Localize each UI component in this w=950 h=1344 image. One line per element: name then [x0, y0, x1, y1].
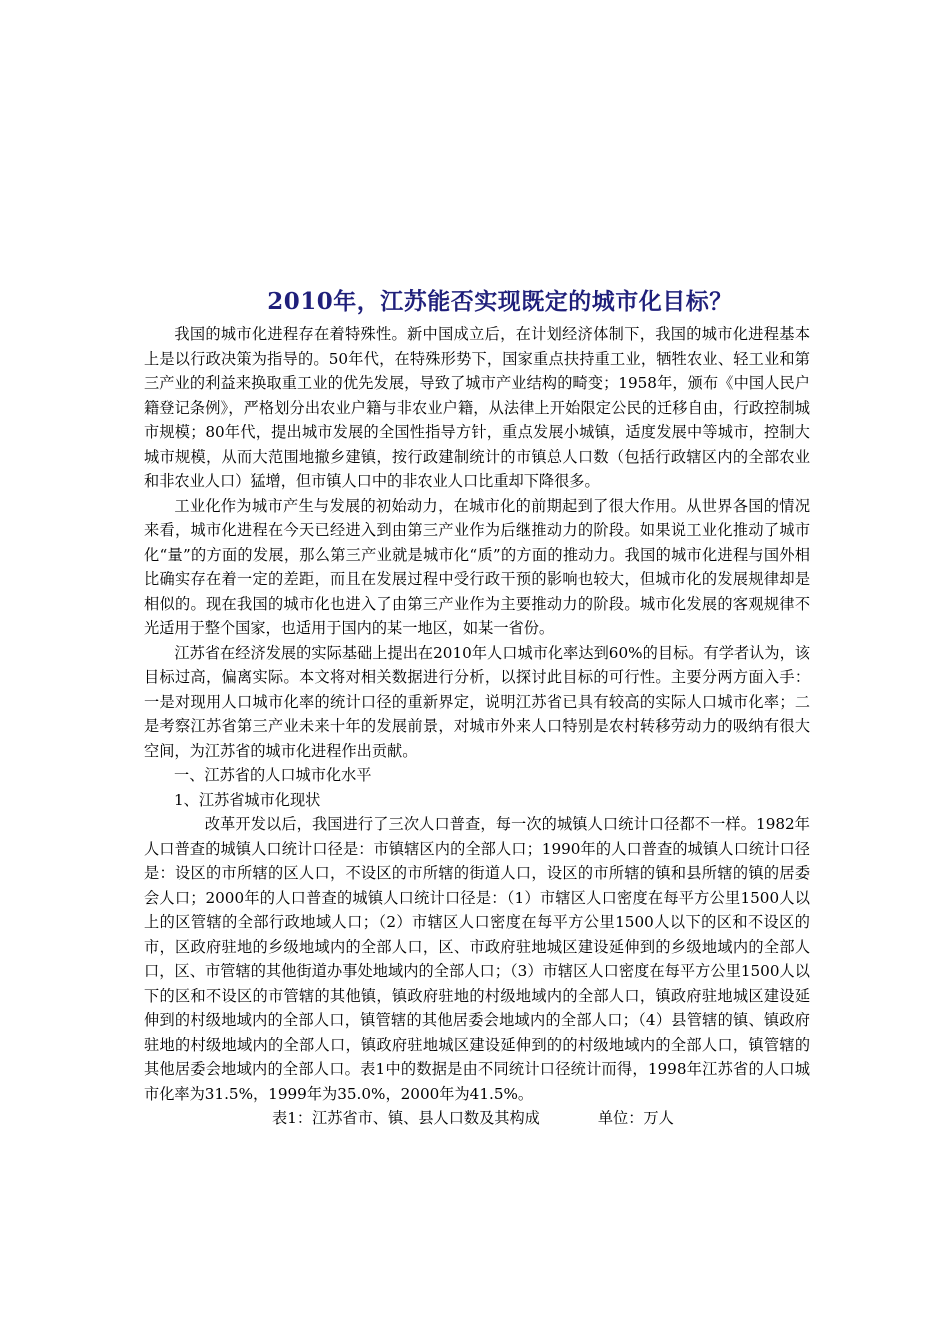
table-caption: 表1：江苏省市、镇、县人口数及其构成	[272, 1109, 540, 1127]
subsection-heading: 1、江苏省城市化现状	[174, 790, 321, 809]
paragraph-3: 江苏省在经济发展的实际基础上提出在2010年人口城市化率达到60%的目标。有学者认为，该目标过高，偏离实际。本文将对相关数据进行分析，以探讨此目标的可行性。主要分两方面入手：一是对现用人口城市化率的统计口径的重新界定，说明江苏省已具有较高的实际人口城市化率；二是考察江苏省第三产业未来十年的发展前景，对城市外来人口特别是农村转移劳动力的吸纳有很大空间，为江苏省的城市化进程作出贡献。	[144, 643, 810, 760]
subsection-paragraph: 改革开发以后，我国进行了三次人口普查，每一次的城镇人口统计口径都不一样。1982年人口普查的城镇人口统计口径是：市镇辖区内的全部人口；1990年的人口普查的城镇人口统计口径是：设区的市所辖的区人口，不设区的市所辖的街道人口，设区的市所辖的镇和县所辖的镇的居委会人口；2000年的人口普查的城镇人口统计口径是：（1）市辖区人口密度在每平方公里1500人以上的区管辖的全部行政地域人口；（2）市辖区人口密度在每平方公里1500人以下的区和不设区的市，区政府驻地的乡级地域内的全部人口，区、市政府驻地城区建设延伸到的乡级地域内的全部人口，区、市管辖的其他街道办事处地域内的全部人口；（3）市辖区人口密度在每平方公里1500人以下的区和不设区的市管辖的其他镇，镇政府驻地的村级地域内的全部人口，镇政府驻地城区建设延伸到的村级地域内的全部人口，镇管辖的其他居委会地域内的全部人口；（4）县管辖的镇、镇政府驻地的村级地域内的全部人口，镇政府驻地城区建设延伸到的的村级地域内的全部人口，镇管辖的其他居委会地域内的全部人口。表1中的数据是由不同统计口径统计而得，1998年江苏省的人口城市化率为31.5%，1999年为35.0%，2000年为41.5%。	[144, 815, 810, 1103]
table-unit: 单位：万人	[597, 1109, 674, 1127]
paragraph-2: 工业化作为城市产生与发展的初始动力，在城市化的前期起到了很大作用。从世界各国的情况来看，城市化进程在今天已经进入到由第三产业作为后继推动力的阶段。如果说工业化推动了城市化“量”的方面的发展，那么第三产业就是城市化“质”的方面的推动力。我国的城市化进程与国外相比确实存在着一定的差距，而且在发展过程中受行政干预的影响也较大，但城市化的发展规律却是相似的。现在我国的城市化也进入了由第三产业作为主要推动力的阶段。城市化发展的客观规律不光适用于整个国家，也适用于国内的某一地区，如某一省份。	[144, 496, 810, 637]
section-heading: 一、江苏省的人口城市化水平	[174, 766, 372, 784]
document-title: 2010年，江苏能否实现既定的城市化目标？	[267, 288, 733, 315]
table-caption-line	[144, 1106, 810, 1131]
paragraph-1: 我国的城市化进程存在着特殊性。新中国成立后，在计划经济体制下，我国的城市化进程基本上是以行政决策为指导的。50年代，在特殊形势下，国家重点扶持重工业，牺牲农业、轻工业和第三产业的利益来换取重工业的优先发展，导致了城市产业结构的畸变；1958年，颁布《中国人民户籍登记条例》，严格划分出农业户籍与非农业户籍，从法律上开始限定公民的迁移自由，行政控制城市规模；80年代，提出城市发展的全国性指导方针，重点发展小城镇，适度发展中等城市，控制大城市规模，从而大范围地撤乡建镇，按行政建制统计的市镇总人口数（包括行政辖区内的全部农业和非农业人口）猛增，但市镇人口中的非农业人口比重却下降很多。	[144, 325, 810, 490]
document-body	[144, 322, 810, 1131]
